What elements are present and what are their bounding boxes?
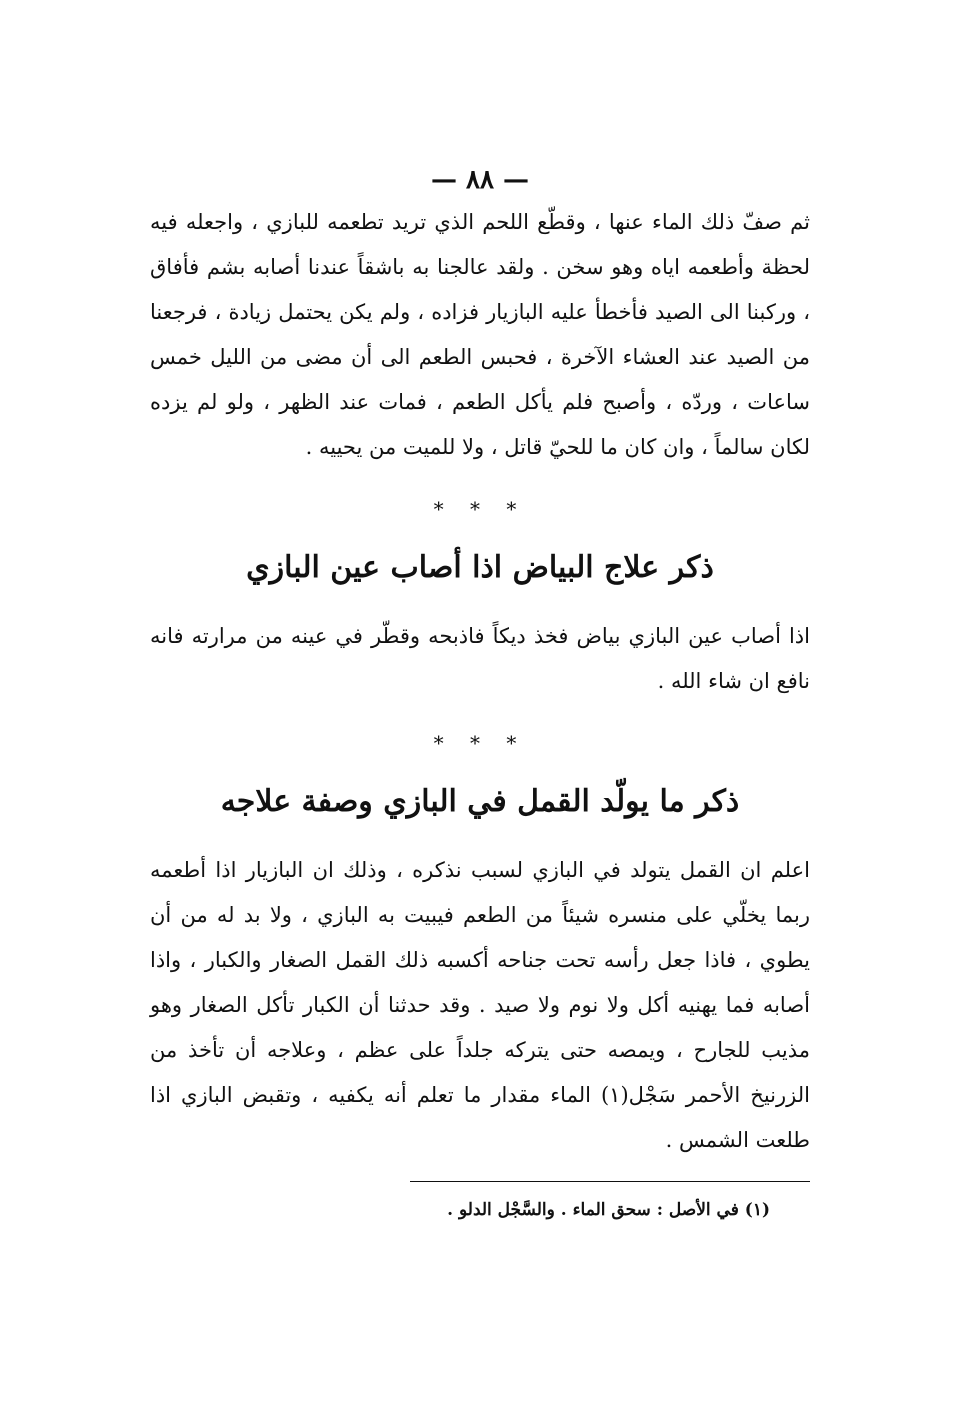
paragraph-treatment-continuation: ثم صفّ ذلك الماء عنها ، وقطّع اللحم الذي تريد تطعمه للبازي ، واجعله فيه لحظة وأطعمه اياه وهو سخن . ولقد عالجنا به باشقاً عندنا أصابه بشم فأفاق ، وركبنا الى الصيد فأخطأ عليه البازيار فزاده ، ولم يكن يحتمل زيادة ، فرجعنا من الصيد عند العشاء الآخرة ، فحبس الطعم الى أن مضى من الليل خمس ساعات ، وردّه ، وأصبح فلم يأكل الطعم ، فمات عند الظهر ، ولو لم يزده لكان سالماً ، وان كان ما للحيّ قاتل ، ولا للميت من يحييه . xyxy=(150,210,810,459)
book-page xyxy=(150,160,810,1226)
section-heading-eye-whiteness: ذكر علاج البياض اذا أصاب عين البازي xyxy=(246,550,714,585)
page-number: — ٨٨ — xyxy=(430,165,530,195)
footnote-divider xyxy=(410,1181,810,1182)
section-heading-lice: ذكر ما يولّد القمل في البازي وصفة علاجه xyxy=(220,784,740,819)
section-separator: * * * xyxy=(433,497,527,521)
section-separator: * * * xyxy=(433,731,527,755)
footnote: (١) في الأصل : سحق الماء . والسَّجْل الدلو . xyxy=(447,1200,770,1220)
paragraph-lice: اعلم ان القمل يتولد في البازي لسبب نذكره ، وذلك ان البازيار اذا أطعمه ربما يخلّي على منسره شيئاً من الطعم فيبيت به البازي ، ولا بد له من أن يطوي ، فاذا جعل رأسه تحت جناحه أكسبه ذلك القمل الصغار والكبار ، واذا أصابه فما يهنيه أكل ولا نوم ولا صيد . وقد حدثنا أن الكبار تأكل الصغار وهو مذيب للجارح ، ويمصه حتى يتركه جلداً على عظم ، وعلاجه أن تأخذ من الزرنيخ الأحمر سَجْل(١) الماء مقدار ما تعلم أنه يكفيه ، وتقبض البازي اذا طلعت الشمس . xyxy=(150,858,810,1152)
paragraph-eye-whiteness: اذا أصاب عين البازي بياض فخذ ديكاً فاذبحه وقطّر في عينه من مرارته فانه نافع ان شاء الله . xyxy=(150,624,810,693)
